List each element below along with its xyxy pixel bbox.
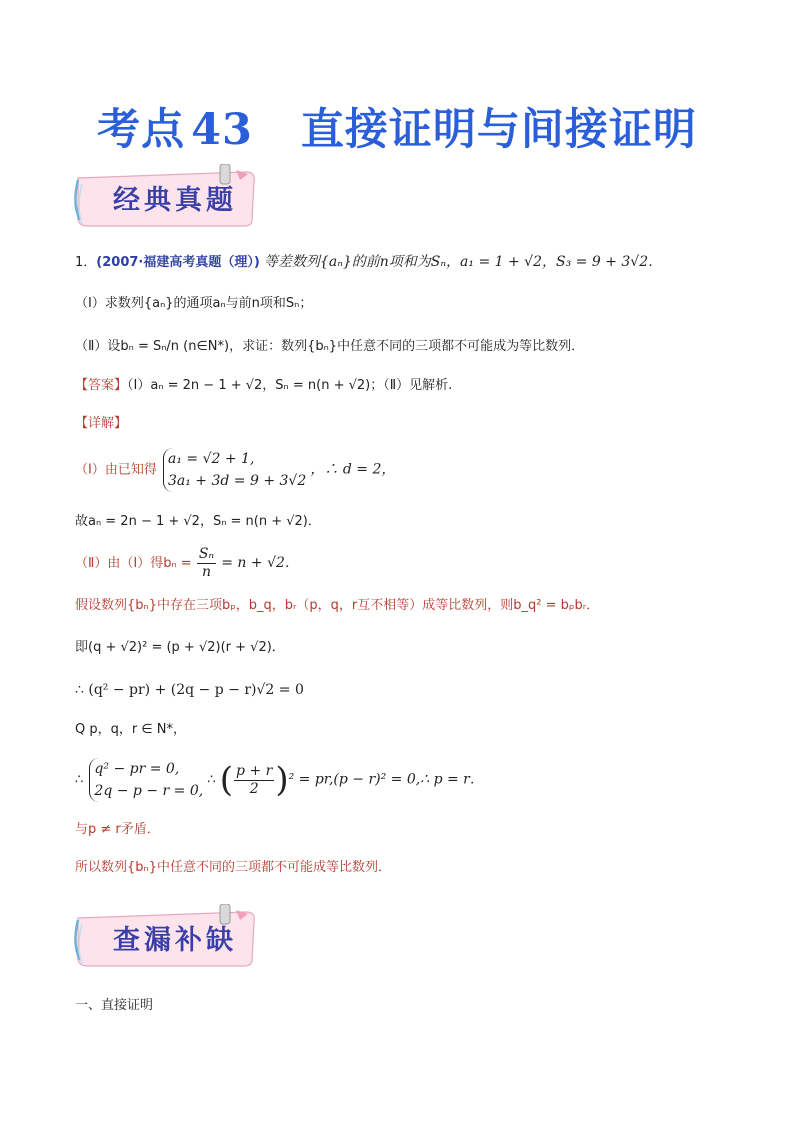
- detail-line-8-rparen: ): [275, 760, 289, 800]
- detail-line-8: [75, 758, 484, 802]
- answer-text: （Ⅰ）aₙ = 2n − 1 + √2，Sₙ = n(n + √2)；（Ⅱ）见解析.: [127, 378, 453, 393]
- detail-line-8-lead: ∴: [75, 772, 84, 788]
- detail-line-8-fraction: [234, 763, 274, 798]
- detail-line-4: 假设数列{bₙ}中存在三项bₚ，b_q，bᵣ（p，q，r互不相等）成等比数列，则b_q² = bₚbᵣ．: [75, 598, 600, 613]
- detail-line-3-denominator: n: [201, 564, 211, 580]
- banner-classic-text: 经典真题: [113, 185, 237, 216]
- detail-line-1-eq1: a₁ = √2 + 1,: [167, 451, 255, 467]
- detail-line-3-fraction: [197, 546, 216, 581]
- detail-line-8-eq2: 2q − p − r = 0,: [94, 783, 204, 799]
- detail-line-8-numerator: p + r: [236, 762, 273, 779]
- detail-line-8-mid: ∴: [207, 772, 216, 788]
- page-title: [0, 96, 794, 157]
- banner-review-text: 查漏补缺: [113, 925, 237, 956]
- section-heading: 一、直接证明: [75, 998, 154, 1013]
- detail-line-8-denominator: 2: [249, 780, 259, 797]
- detail-line-10: 所以数列{bₙ}中任意不同的三项都不可能成等比数列．: [75, 860, 391, 875]
- problem-index: 1．: [75, 255, 97, 270]
- detail-line-3-numerator: Sₙ: [198, 546, 215, 562]
- detail-line-1-text: （Ⅰ）由已知得: [75, 462, 157, 478]
- detail-line-3: [75, 546, 299, 581]
- detail-label: 【详解】: [75, 416, 128, 431]
- problem-part1: （Ⅰ）求数列{aₙ}的通项aₙ与前n项和Sₙ；: [75, 296, 313, 311]
- title-prefix: 考点: [97, 105, 186, 155]
- banner-review: [70, 904, 260, 970]
- detail-line-8-lparen: (: [219, 760, 234, 800]
- problem-source: (2007·福建高考真题（理）): [96, 255, 260, 270]
- detail-line-2: 故aₙ = 2n − 1 + √2，Sₙ = n(n + √2)．: [75, 514, 321, 529]
- answer-label: 【答案】: [75, 378, 128, 393]
- problem-stem-text: 等差数列{aₙ}的前n项和为Sₙ，a₁ = 1 + √2，S₃ = 9 + 3√2．: [263, 254, 663, 270]
- problem-part2: （Ⅱ）设bₙ = Sₙ/n (n∈N*)，求证：数列{bₙ}中任意不同的三项都不可能成为等比数列．: [75, 339, 585, 354]
- title-text: 直接证明与间接证明: [300, 105, 697, 155]
- detail-line-1-tail: ，∴ d = 2，: [310, 461, 396, 478]
- banner-classic: [70, 164, 260, 230]
- detail-line-8-system: [89, 758, 203, 802]
- detail-line-9: 与p ≠ r矛盾．: [75, 822, 160, 837]
- detail-line-6: ∴ (q² − pr) + (2q − p − r)√2 = 0: [75, 682, 304, 698]
- detail-line-8-eq1: q² − pr = 0,: [94, 761, 180, 777]
- answer-line: [75, 376, 452, 396]
- detail-line-1: [75, 448, 395, 492]
- detail-line-1-eq2: 3a₁ + 3d = 9 + 3√2: [167, 473, 307, 489]
- detail-line-5: 即(q + √2)² = (p + √2)(r + √2)．: [75, 640, 285, 655]
- detail-line-7: Q p，q，r ∈ N*，: [75, 722, 187, 737]
- detail-line-8-tail: ² = pr,(p − r)² = 0,∴ p = r．: [288, 771, 484, 788]
- detail-line-1-system: [163, 448, 306, 492]
- title-number: 43: [191, 105, 253, 155]
- problem-stem: [75, 252, 662, 273]
- detail-line-3-tail: = n + √2．: [221, 555, 299, 571]
- detail-line-3-text: （Ⅱ）由（Ⅰ）得bₙ =: [75, 556, 192, 571]
